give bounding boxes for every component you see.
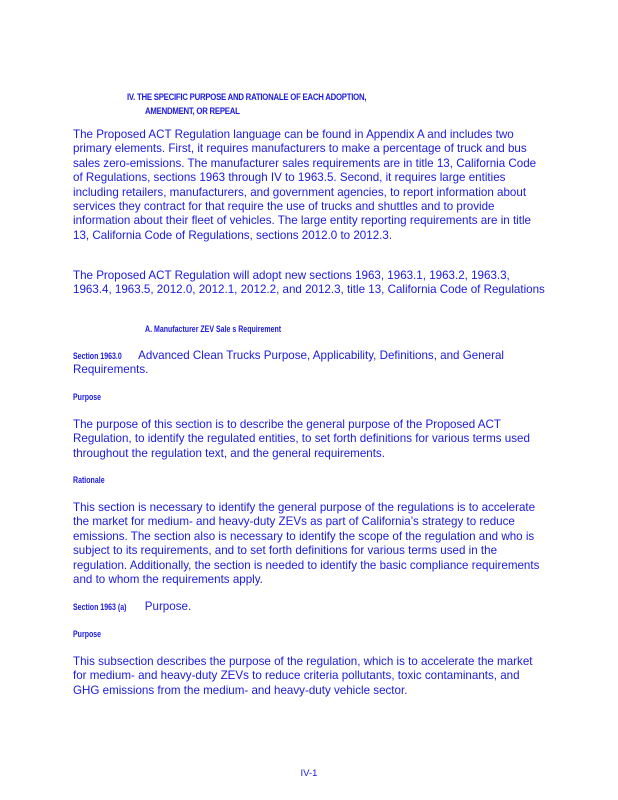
subheading-a: A. Manufacturer ZEV Sale s Requirement — [145, 324, 282, 334]
purpose-label-2: Purpose — [73, 629, 102, 639]
section-1963-a-label: Section 1963 (a) — [73, 602, 127, 612]
purpose-label-1: Purpose — [73, 392, 102, 402]
chapter-heading-line2: AMENDMENT, OR REPEAL — [145, 106, 240, 117]
section-1963-0-title: Advanced Clean Trucks Purpose, Applicability, Definitions, and General Requirements. — [73, 349, 504, 377]
intro-paragraph: The Proposed ACT Regulation language can be found in Appendix A and includes two primary elements. First, it requires manufacturers to make a percentage of truck and bus sales zero-emissions. The manufacturer sales requirements are in title 13, California Code of Regulations, sections 1963 through IV to 1963.5. Second, it requires large entities including retailers, manufacturers, and government agencies, to report information about services they contract for that require the use of trucks and shuttles and to provide information about their fleet of vehicles. The large entity reporting requirements are in title 13, California Code of Regulations, sections 2012.0 to 2012.3. — [73, 128, 537, 242]
rationale-paragraph: This section is necessary to identify the general purpose of the regulations is to accelerate the market for medium- and heavy-duty ZEVs as part of California’s strategy to reduce emissions. The section also is necessary to identify the scope of the regulation and who is subject to its requirements, and to set forth definitions for various terms used in the regulation. Additionally, the section is needed to identify the basic compliance requirements and to whom the requirements apply. — [73, 501, 540, 587]
chapter-heading-line1: IV. THE SPECIFIC PURPOSE AND RATIONALE OF EACH ADOPTION, — [127, 92, 367, 103]
section-1963-0-heading — [73, 349, 547, 378]
adopt-paragraph: The Proposed ACT Regulation will adopt new sections 1963, 1963.1, 1963.2, 1963.3, 1963.4, 1963.5, 2012.0, 2012.1, 2012.2, and 2012.3, title 13, California Code of Regulations — [73, 269, 545, 297]
purpose-paragraph-1: The purpose of this section is to describe the general purpose of the Proposed ACT Regulation, to identify the regulated entities, to set forth definitions for various terms used throughout the regulation text, and the general requirements. — [73, 418, 530, 460]
page-number: IV-1 — [300, 768, 318, 779]
section-1963-a-heading — [73, 600, 547, 614]
purpose-paragraph-2: This subsection describes the purpose of the regulation, which is to accelerate the market for medium- and heavy-duty ZEVs to reduce criteria pollutants, toxic contaminants, and GHG emissions from the medium- and heavy-duty vehicle sector. — [73, 655, 533, 697]
rationale-label: Rationale — [73, 475, 105, 485]
section-1963-0-label: Section 1963.0 — [73, 351, 122, 361]
section-1963-a-title: Purpose. — [144, 600, 192, 613]
